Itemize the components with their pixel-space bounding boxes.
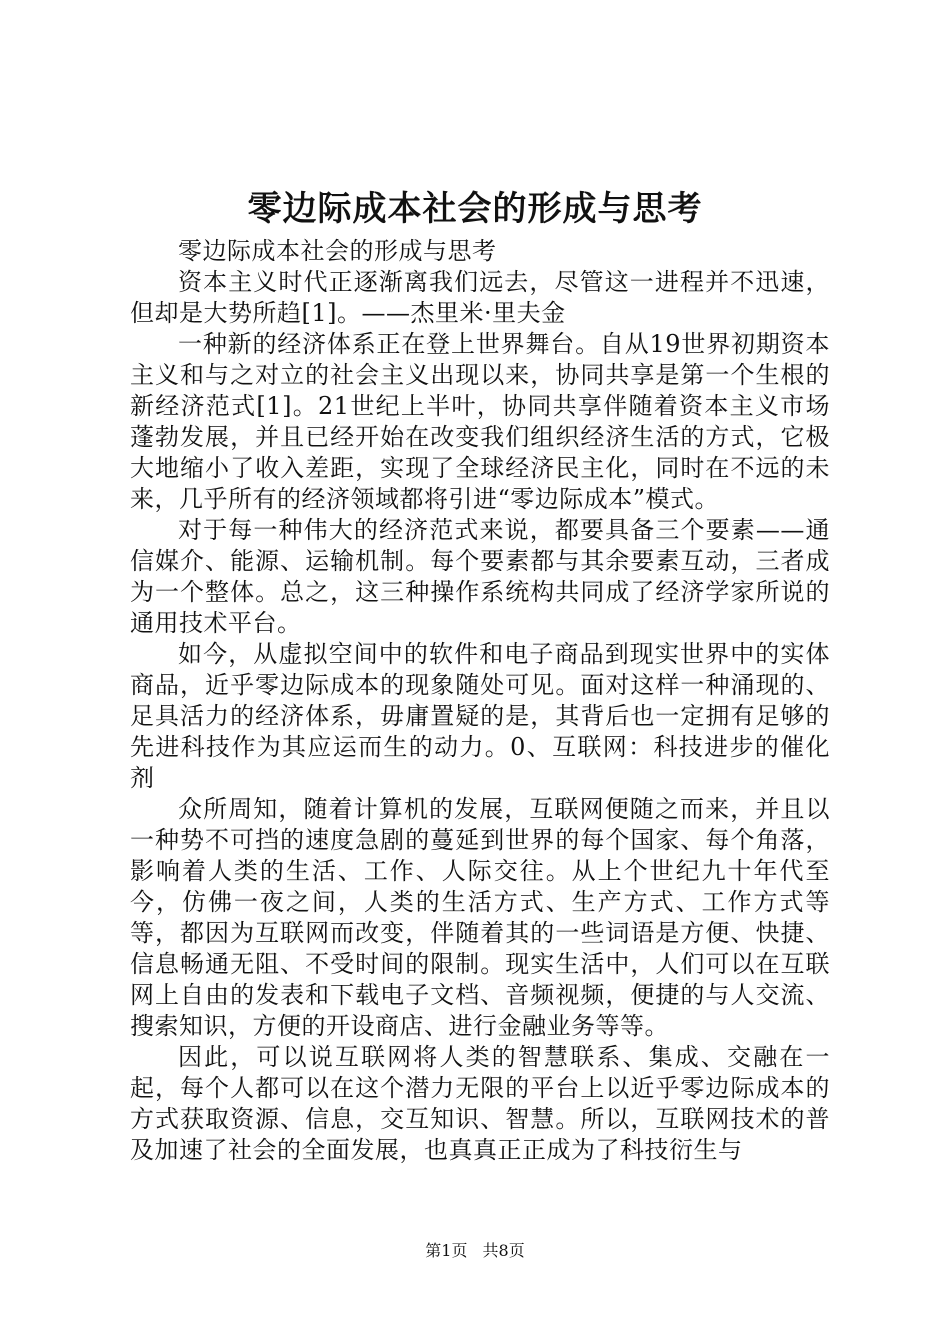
- page-number-total: 共8页: [482, 1241, 525, 1260]
- paragraph: 众所周知，随着计算机的发展，互联网便随之而来，并且以一种势不可挡的速度急剧的蔓延到世界的每个国家、每个角落，影响着人类的生活、工作、人际交往。从上个世纪九十年代至今，仿佛一夜之间，人类的生活方式、生产方式、工作方式等等，都因为互联网而改变，伴随着其的一些词语是方便、快捷、信息畅通无阻、不受时间的限制。现实生活中，人们可以在互联网上自由的发表和下载电子文档、音频视频，便捷的与人交流、搜索知识，方便的开设商店、进行金融业务等等。: [130, 795, 830, 1040]
- document-title: 零边际成本社会的形成与思考: [247, 189, 703, 229]
- paragraph: 如今，从虚拟空间中的软件和电子商品到现实世界中的实体商品，近乎零边际成本的现象随处可见。面对这样一种涌现的、足具活力的经济体系，毋庸置疑的是，其背后也一定拥有足够的先进科技作为其应运而生的动力。0、互联网：科技进步的催化剂: [130, 640, 830, 792]
- paragraph: 因此，可以说互联网将人类的智慧联系、集成、交融在一起，每个人都可以在这个潜力无限的平台上以近乎零边际成本的方式获取资源、信息，交互知识、智慧。所以，互联网技术的普及加速了社会的全面发展，也真真正正成为了科技衍生与: [130, 1043, 830, 1164]
- paragraph-subtitle: 零边际成本社会的形成与思考: [178, 237, 497, 265]
- paragraph: 一种新的经济体系正在登上世界舞台。自从19世界初期资本主义和与之对立的社会主义出现以来，协同共享是第一个生根的新经济范式[1]。21世纪上半叶，协同共享伴随着资本主义市场蓬勃发展，并且已经开始在改变我们组织经济生活的方式，它极大地缩小了收入差距，实现了全球经济民主化，同时在不远的未来，几乎所有的经济领域都将引进“零边际成本”模式。: [130, 330, 830, 513]
- paragraph: 对于每一种伟大的经济范式来说，都要具备三个要素——通信媒介、能源、运输机制。每个要素都与其余要素互动，三者成为一个整体。总之，这三种操作系统构共同成了经济学家所说的通用技术平台。: [130, 516, 830, 637]
- document-body: [130, 236, 830, 1166]
- page-footer: [0, 1240, 950, 1262]
- page-number-current: 第1页: [425, 1241, 468, 1260]
- paragraph-quote: 资本主义时代正逐渐离我们远去，尽管这一进程并不迅速，但却是大势所趋[1]。——杰里米·里夫金: [130, 268, 830, 327]
